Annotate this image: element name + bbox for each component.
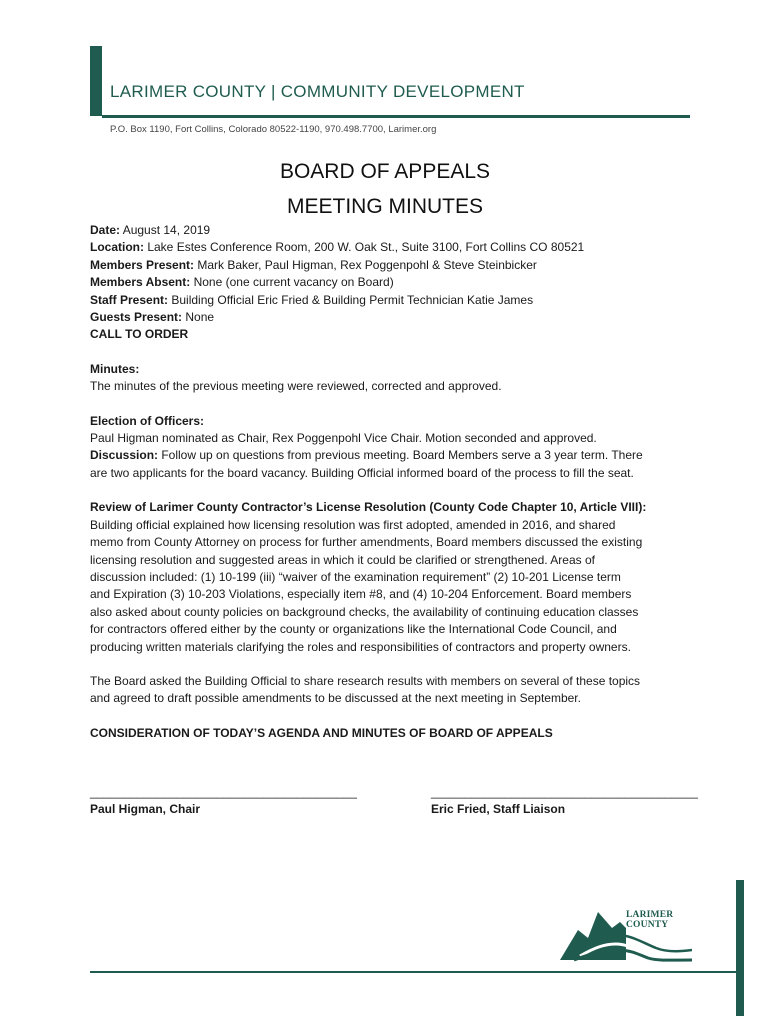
minutes-heading: Minutes:: [90, 361, 140, 376]
logo-text-line1: LARIMER: [626, 910, 674, 920]
review-line: Building official explained how licensing resolution was first adopted, amended in 2016, and shared: [90, 517, 616, 532]
discussion-line1: [90, 447, 690, 464]
logo-text-line2: COUNTY: [626, 920, 669, 930]
call-to-order: CALL TO ORDER: [90, 327, 189, 342]
header-rule: [102, 115, 690, 118]
review-followup-line1: The Board asked the Building Official to share research results with members on several of these topics: [90, 673, 641, 688]
discussion-line2: are two applicants for the board vacancy. Building Official informed board of the process to fill the seat.: [90, 465, 634, 480]
members-present-value: Mark Baker, Paul Higman, Rex Poggenpohl & Steve Steinbicker: [194, 257, 537, 272]
consideration-heading: CONSIDERATION OF TODAY’S AGENDA AND MINUTES OF BOARD OF APPEALS: [90, 725, 553, 740]
document-title-line2: MEETING MINUTES: [286, 195, 483, 218]
signature-line: ________________________________________: [431, 785, 698, 799]
minutes-body: [90, 222, 690, 742]
election-heading: Election of Officers:: [90, 413, 205, 428]
review-line: memo from County Attorney on process for further amendments, Board members discussed the existing: [90, 535, 643, 550]
larimer-county-logo-icon: [560, 898, 692, 964]
footer-rule: [90, 971, 740, 973]
signature-name-liaison: Eric Fried, Staff Liaison: [431, 802, 566, 816]
header-address: P.O. Box 1190, Fort Collins, Colorado 80522-1190, 970.498.7700, Larimer.org: [110, 124, 437, 135]
staff-present-label: Staff Present:: [90, 292, 169, 307]
review-followup-line2: and agreed to draft possible amendments to be discussed at the next meeting in September.: [90, 691, 581, 706]
staff-present-value: Building Official Eric Fried & Building Permit Technician Katie James: [168, 292, 534, 307]
signature-block-chair: [90, 784, 357, 818]
footer-accent-bar: [736, 880, 744, 1016]
review-line: licensing resolution and suggested areas in which it could be clarified or strengthened. Areas of: [90, 552, 595, 567]
header-accent-bar: [90, 46, 102, 116]
members-present-line: [90, 257, 690, 274]
guests-present-label: Guests Present:: [90, 310, 183, 325]
signature-block-liaison: [431, 784, 698, 818]
minutes-text: The minutes of the previous meeting were reviewed, corrected and approved.: [90, 379, 502, 394]
discussion-text: Follow up on questions from previous meeting. Board Members serve a 3 year term. There: [158, 448, 643, 463]
members-absent-label: Members Absent:: [90, 275, 191, 290]
staff-present-line: [90, 292, 690, 309]
signature-line: ________________________________________: [90, 785, 357, 799]
signature-name-chair: Paul Higman, Chair: [90, 802, 201, 816]
discussion-label: Discussion:: [90, 448, 159, 463]
review-line: discussion included: (1) 10-199 (iii) “waiver of the examination requirement” (2) 10-201 License term: [90, 569, 621, 584]
date-line: [90, 222, 690, 239]
review-line: and Expiration (3) 10-203 Violations, especially item #8, and (4) 10-204 Enforcement. Board members: [90, 587, 632, 602]
members-absent-line: [90, 274, 690, 291]
review-heading: Review of Larimer County Contractor’s License Resolution (County Code Chapter 10, Article VIII):: [90, 500, 647, 515]
guests-present-line: [90, 309, 690, 326]
location-line: [90, 239, 690, 256]
document-title-line1: BOARD OF APPEALS: [279, 160, 491, 183]
election-text: Paul Higman nominated as Chair, Rex Poggenpohl Vice Chair. Motion seconded and approved.: [90, 431, 597, 446]
header-title: LARIMER COUNTY | COMMUNITY DEVELOPMENT: [110, 82, 525, 101]
members-absent-value: None (one current vacancy on Board): [190, 275, 394, 290]
date-value: August 14, 2019: [120, 223, 211, 237]
location-label: Location:: [90, 240, 144, 255]
review-line: also asked about county policies on background checks, the availability of continuing education classes: [90, 604, 639, 619]
guests-present-value: None: [182, 310, 215, 325]
review-line: for contractors offered either by the county or organizations like the International Code Council, and: [90, 622, 617, 637]
date-label: Date:: [90, 223, 121, 237]
members-present-label: Members Present:: [90, 257, 195, 272]
location-value: Lake Estes Conference Room, 200 W. Oak St., Suite 3100, Fort Collins CO 80521: [144, 240, 585, 255]
review-line: producing written materials clarifying the roles and responsibilities of contractors and property owners.: [90, 639, 631, 654]
